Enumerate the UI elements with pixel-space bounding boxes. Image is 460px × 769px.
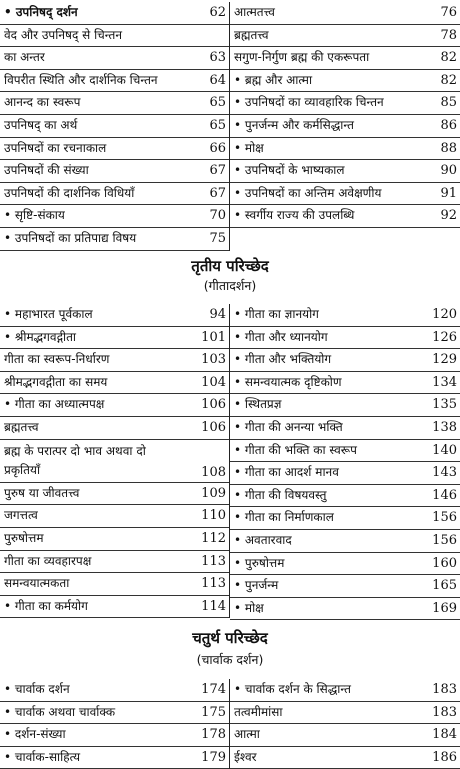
toc-entry-title: • चार्वाक अथवा चार्वाक्क	[4, 704, 116, 719]
toc-entry-page: 65	[209, 95, 226, 111]
toc-entry-page: 114	[201, 598, 226, 614]
toc-entry-page: 78	[440, 27, 457, 43]
toc-entry	[0, 160, 229, 183]
toc-entry-page: 179	[201, 749, 226, 765]
toc-entry-title: • उपनिषद् दर्शन	[4, 5, 78, 19]
toc-entry-page: 140	[432, 442, 457, 458]
toc-entry-title: पुरुषोत्तम	[4, 530, 44, 545]
toc-entry	[230, 598, 460, 621]
toc-entry-title: • गीता और भक्तियोग	[234, 352, 332, 367]
toc-entry	[0, 327, 229, 350]
toc-entry-page: 63	[209, 50, 226, 66]
toc-entry-page: 67	[209, 185, 226, 201]
chapter-subheading-3: (गीतादर्शन)	[203, 278, 257, 293]
toc-entry-title: • उपनिषदों का प्रतिपाद्य विषय	[4, 230, 137, 245]
toc-entry-page: 86	[440, 117, 457, 133]
toc-entry-page: 64	[209, 72, 226, 88]
toc-entry	[230, 394, 460, 417]
toc-entry-title: विपरीत स्थिति और दार्शनिक चिन्तन	[4, 72, 158, 87]
toc-column-left	[0, 2, 230, 251]
toc-entry-page: 178	[201, 727, 226, 743]
chapter-subheading-4: (चार्वाक दर्शन)	[196, 652, 264, 667]
toc-entry	[0, 92, 229, 115]
toc-entry	[230, 702, 460, 725]
toc-entry	[0, 679, 229, 702]
toc-entry-title: • गीता की भक्ति का स्वरूप	[234, 442, 357, 457]
toc-entry-title: • चार्वाक दर्शन के सिद्धान्त	[234, 682, 351, 696]
toc-entry-page: 169	[432, 600, 457, 616]
toc-entry	[0, 205, 229, 228]
toc-entry-page: 174	[201, 682, 226, 697]
toc-entry-page: 175	[201, 704, 226, 720]
toc-entry-title: • गीता का अध्यात्मपक्ष	[4, 397, 105, 412]
toc-entry	[0, 2, 229, 25]
toc-entry-page: 138	[432, 419, 457, 435]
toc-entry	[0, 25, 229, 48]
toc-entry-title: • अवतारवाद	[234, 532, 292, 547]
toc-entry	[0, 349, 229, 372]
toc-entry-title: • गीता का निर्माणकाल	[234, 510, 334, 525]
toc-entry-title: • मोक्ष	[234, 140, 264, 155]
toc-entry-page: 156	[432, 532, 457, 548]
toc-entry-title: का अन्तर	[4, 50, 45, 65]
toc-entry-title: उपनिषदों का रचनाकाल	[4, 140, 107, 155]
toc-entry	[0, 372, 229, 395]
toc-entry	[0, 528, 229, 551]
toc-entry	[230, 485, 460, 508]
toc-entry	[0, 417, 229, 440]
toc-entry-title: • श्रीमद्भगवद्गीता	[4, 329, 77, 344]
toc-entry	[0, 483, 229, 506]
toc-entry	[0, 228, 229, 251]
toc-entry-title: ब्रह्म के परात्पर दो भाव अथवा दो प्रकृतियाँ	[4, 443, 146, 477]
toc-entry-page: 129	[432, 352, 457, 368]
toc-entry	[0, 70, 229, 93]
toc-entry-page: 85	[440, 95, 457, 111]
toc-entry-title: उपनिषदों की संख्या	[4, 163, 89, 178]
toc-entry-page: 82	[440, 50, 457, 66]
toc-entry	[230, 47, 460, 70]
toc-column-right	[230, 304, 460, 620]
toc-entry	[230, 327, 460, 350]
toc-entry-title: • चार्वाक दर्शन	[4, 682, 70, 696]
toc-entry-title: श्रीमद्भगवद्गीता का समय	[4, 374, 108, 389]
toc-column-left	[0, 679, 230, 769]
toc-entry-page: 101	[201, 329, 226, 345]
toc-entry	[230, 115, 460, 138]
toc-entry-title: • ब्रह्म और आत्मा	[234, 72, 313, 87]
toc-entry-title: • गीता का कर्मयोग	[4, 598, 88, 613]
toc-entry	[0, 394, 229, 417]
toc-entry-title: समन्वयात्मकता	[4, 576, 70, 591]
toc-entry-page: 134	[432, 374, 457, 390]
chapter-heading-4: चतुर्थ परिच्छेद	[192, 629, 268, 647]
toc-entry	[230, 205, 460, 228]
toc-entry	[230, 679, 460, 702]
toc-entry-page: 160	[432, 555, 457, 571]
toc-column-right	[230, 679, 460, 769]
toc-entry	[230, 462, 460, 485]
toc-entry-page: 75	[209, 230, 226, 246]
toc-entry-page: 135	[432, 397, 457, 413]
toc-entry-page: 156	[432, 510, 457, 526]
toc-entry	[230, 575, 460, 598]
toc-entry	[230, 553, 460, 576]
toc-entry-page: 113	[201, 553, 226, 569]
toc-entry	[230, 304, 460, 327]
toc-entry	[230, 372, 460, 395]
toc-entry	[0, 304, 229, 327]
toc-entry	[230, 417, 460, 440]
toc-entry-page: 66	[209, 140, 226, 156]
toc-entry-page: 109	[201, 485, 226, 501]
toc-entry-title: वेद और उपनिषद् से चिन्तन	[4, 27, 122, 42]
toc-entry	[230, 92, 460, 115]
toc-entry-page: 90	[440, 163, 457, 179]
toc-entry-title: • स्वर्गीय राज्य की उपलब्धि	[234, 208, 355, 223]
toc-entry	[0, 440, 229, 483]
toc-entry-title: ईश्वर	[234, 749, 257, 764]
toc-entry-title: • दर्शन-संख्या	[4, 727, 66, 742]
toc-entry	[0, 183, 229, 206]
toc-entry-title: • चार्वाक-साहित्य	[4, 749, 81, 764]
toc-entry-page: 62	[209, 5, 226, 20]
toc-entry	[0, 47, 229, 70]
toc-entry	[0, 724, 229, 747]
toc-entry-page: 183	[432, 682, 457, 697]
toc-entry-page: 143	[432, 465, 457, 481]
toc-entry-page: 104	[201, 374, 226, 390]
toc-entry	[0, 747, 229, 769]
toc-entry	[0, 115, 229, 138]
toc-entry-title: • पुनर्जन्म और कर्मसिद्धान्त	[234, 117, 354, 132]
toc-entry-page: 106	[201, 419, 226, 435]
toc-entry-page: 108	[201, 464, 226, 480]
toc-entry-title: • महाभारत पूर्वकाल	[4, 307, 93, 321]
toc-entry-title: आत्मतत्त्व	[234, 5, 275, 19]
toc-entry-title: पुरुष या जीवतत्त्व	[4, 485, 80, 500]
toc-entry-title: ब्रह्मतत्त्व	[4, 419, 39, 434]
toc-entry-title: • स्थितप्रज्ञ	[234, 397, 282, 412]
toc-entry	[230, 138, 460, 161]
toc-entry	[0, 551, 229, 574]
toc-entry-page: 76	[440, 5, 457, 20]
toc-entry-title: उपनिषदों की दार्शनिक विधियाँ	[4, 185, 135, 200]
toc-entry-title: • गीता का ज्ञानयोग	[234, 307, 319, 321]
toc-entry-page: 126	[432, 329, 457, 345]
toc-entry-page: 91	[440, 185, 457, 201]
toc-entry	[230, 2, 460, 25]
toc-entry-title: • गीता की अनन्या भक्ति	[234, 419, 343, 434]
toc-entry-title: आनन्द का स्वरूप	[4, 95, 81, 110]
toc-entry-page: 184	[432, 727, 457, 743]
toc-entry-title: • गीता का आदर्श मानव	[234, 465, 339, 480]
toc-entry	[230, 160, 460, 183]
toc-entry	[230, 440, 460, 463]
toc-entry	[230, 70, 460, 93]
toc-entry-page: 70	[209, 208, 226, 224]
toc-entry-title: • मोक्ष	[234, 600, 264, 615]
toc-entry-page: 165	[432, 578, 457, 594]
toc-entry-title: गीता का स्वरूप-निर्धारण	[4, 352, 110, 367]
toc-entry-title: • उपनिषदों का व्यावहारिक चिन्तन	[234, 95, 384, 110]
toc-entry	[230, 747, 460, 769]
toc-entry-title: • पुनर्जन्म	[234, 578, 279, 593]
toc-entry-page: 183	[432, 704, 457, 720]
toc-entry	[230, 724, 460, 747]
toc-entry	[230, 25, 460, 48]
toc-entry-title: • गीता की विषयवस्तु	[234, 487, 327, 502]
toc-entry-title: • समन्वयात्मक दृष्टिकोण	[234, 374, 342, 389]
toc-entry-title: आत्मा	[234, 727, 260, 742]
toc-entry-page: 88	[440, 140, 457, 156]
toc-entry	[230, 183, 460, 206]
toc-entry-page: 112	[201, 530, 226, 546]
toc-entry-page: 106	[201, 397, 226, 413]
toc-entry-page: 113	[201, 576, 226, 592]
toc-entry-page: 146	[432, 487, 457, 503]
toc-entry	[230, 530, 460, 553]
toc-entry-title: • पुरुषोत्तम	[234, 555, 285, 570]
toc-entry-title: उपनिषद् का अर्थ	[4, 117, 78, 132]
toc-entry	[230, 349, 460, 372]
toc-entry	[0, 702, 229, 725]
toc-entry-title: • सृष्टि-संकाय	[4, 208, 65, 223]
toc-entry-page: 186	[432, 749, 457, 765]
toc-column-left	[0, 304, 230, 618]
toc-entry-title: गीता का व्यवहारपक्ष	[4, 553, 92, 568]
toc-entry-title: तत्वमीमांसा	[234, 704, 283, 719]
toc-entry	[0, 505, 229, 528]
toc-entry	[230, 507, 460, 530]
toc-entry-title: • उपनिषदों का अन्तिम अवेक्षणीय	[234, 185, 382, 200]
toc-entry	[0, 573, 229, 596]
toc-entry-page: 120	[432, 307, 457, 322]
toc-entry-title: सगुण-निर्गुण ब्रह्म की एकरूपता	[234, 50, 370, 65]
toc-entry-page: 110	[201, 508, 226, 524]
toc-column-right	[230, 2, 460, 228]
toc-entry-page: 103	[201, 352, 226, 368]
toc-entry-page: 67	[209, 163, 226, 179]
toc-entry-page: 82	[440, 72, 457, 88]
toc-entry-page: 65	[209, 117, 226, 133]
toc-entry-title: • उपनिषदों के भाष्यकाल	[234, 163, 345, 178]
toc-entry-title: ब्रह्मतत्त्व	[234, 27, 269, 42]
toc-entry-title: • गीता और ध्यानयोग	[234, 329, 328, 344]
toc-entry-page: 92	[440, 208, 457, 224]
toc-entry	[0, 138, 229, 161]
toc-entry-page: 94	[209, 307, 226, 322]
toc-entry-title: जगत्तत्व	[4, 508, 38, 523]
toc-entry	[0, 596, 229, 619]
chapter-heading-3: तृतीय परिच्छेद	[191, 257, 269, 275]
